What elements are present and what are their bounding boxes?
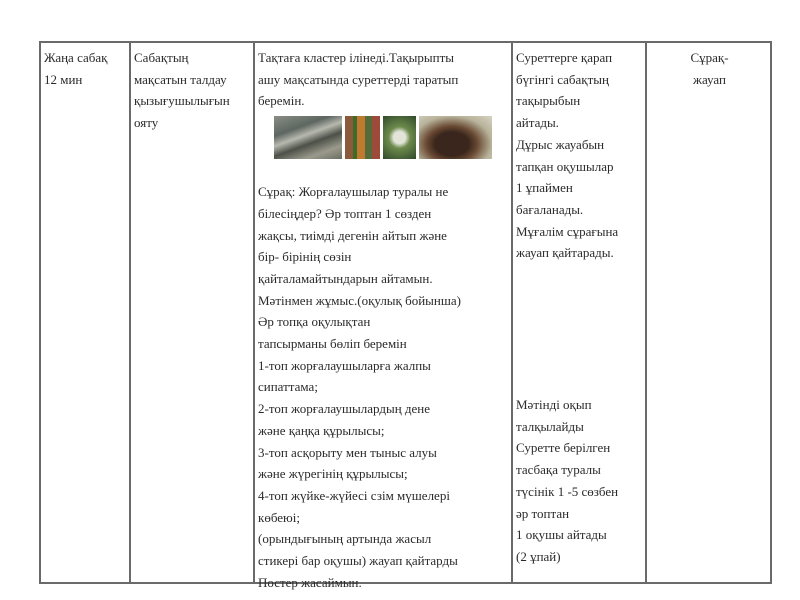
- teacher-main-line: бір- бірінің сөзін: [258, 249, 352, 265]
- teacher-main-line: жақсы, тиімді дегенін айтып және: [258, 227, 447, 243]
- column-divider: [129, 43, 131, 582]
- column-divider: [253, 43, 255, 582]
- student-line: тапқан оқушылар: [516, 158, 614, 174]
- teacher-intro-line: ашу мақсатында суреттерді таратып: [258, 71, 459, 87]
- teacher-main-line: қайталамайтындарын айтамын.: [258, 270, 433, 286]
- teacher-main-line: 2-топ жорғалаушылардың дене: [258, 401, 431, 417]
- teacher-activity-cell: [258, 47, 510, 590]
- teacher-main-line: 4-топ жүйке-жүйесі сзім мүшелері: [258, 487, 450, 503]
- assessment-cell: [647, 47, 772, 90]
- teacher-main-line: 3-топ асқорыту мен тыныс алуы: [258, 444, 437, 460]
- student-line: жауап қайтарады.: [516, 245, 614, 261]
- chameleon-photo: [383, 116, 416, 159]
- student-line: (2 ұпай): [516, 548, 561, 564]
- teacher-main-line: (орындығының артында жасыл: [258, 531, 432, 547]
- goal-cell: [134, 47, 230, 134]
- student-line: түсінік 1 -5 сөзбен: [516, 483, 619, 499]
- student-line: Мұғалім сұрағына: [516, 223, 619, 239]
- student-line: 1 оқушы айтады: [516, 527, 607, 543]
- teacher-main-line: 1-топ жорғалаушыларға жалпы: [258, 357, 431, 373]
- column-divider: [645, 43, 647, 582]
- student-line: Суретте берілген: [516, 440, 611, 456]
- column-divider: [511, 43, 513, 582]
- student-line: бағаланады.: [516, 201, 584, 217]
- stage-line: Жаңа сабақ: [44, 50, 108, 65]
- goal-line: ояту: [134, 115, 159, 131]
- teacher-main-line: сипаттама;: [258, 379, 318, 395]
- teacher-main-line: Постер жасаймын.: [258, 574, 362, 590]
- teacher-main-line: білесіңдер? Әр топтан 1 сөзден: [258, 205, 432, 221]
- student-line: тасбақа туралы: [516, 462, 601, 478]
- reptiles-collage-photo: [345, 116, 380, 159]
- student-line: Мәтінді оқып: [516, 397, 592, 413]
- student-line: айтады.: [516, 115, 559, 131]
- assessment-line: жауап: [693, 71, 726, 87]
- stage-line: 12 мин: [44, 71, 83, 87]
- goal-line: қызығушылығын: [134, 93, 230, 109]
- assessment-line: Сұрақ-: [690, 50, 729, 65]
- lesson-plan-table: [39, 41, 772, 590]
- teacher-main-line: Мәтінмен жұмыс.(оқулық бойынша): [258, 292, 461, 308]
- student-line: 1 ұпаймен: [516, 180, 573, 196]
- goal-line: Сабақтың: [134, 50, 189, 65]
- teacher-main-line: Сұрақ: Жорғалаушылар туралы не: [258, 184, 449, 200]
- stage-cell: [44, 47, 107, 90]
- teacher-main-line: көбеюі;: [258, 509, 300, 525]
- teacher-main-line: тапсырманы бөліп беремін: [258, 336, 407, 352]
- teacher-intro-line: Тақтаға кластер ілінеді.Тақырыпты: [258, 50, 454, 65]
- teacher-main-line: және жүрегінің құрылысы;: [258, 466, 408, 482]
- student-line: тақырыбын: [516, 93, 581, 109]
- student-line: талқылайды: [516, 418, 584, 434]
- snakes-photo: [274, 116, 342, 159]
- teacher-intro-line: беремін.: [258, 93, 305, 109]
- student-activity-cell: [516, 47, 618, 568]
- goal-line: мақсатын талдау: [134, 71, 227, 87]
- teacher-main-line: Әр топқа оқулықтан: [258, 314, 371, 330]
- teacher-main-line: және қаңқа құрылысы;: [258, 422, 385, 438]
- student-line: бүгінгі сабақтың: [516, 71, 609, 87]
- teacher-main-line: стикері бар оқушы) жауап қайтарды: [258, 553, 458, 569]
- student-line: Суреттерге қарап: [516, 50, 613, 65]
- student-line: Дұрыс жауабын: [516, 136, 605, 152]
- viper-photo: [419, 116, 492, 159]
- student-line: әр топтан: [516, 505, 570, 521]
